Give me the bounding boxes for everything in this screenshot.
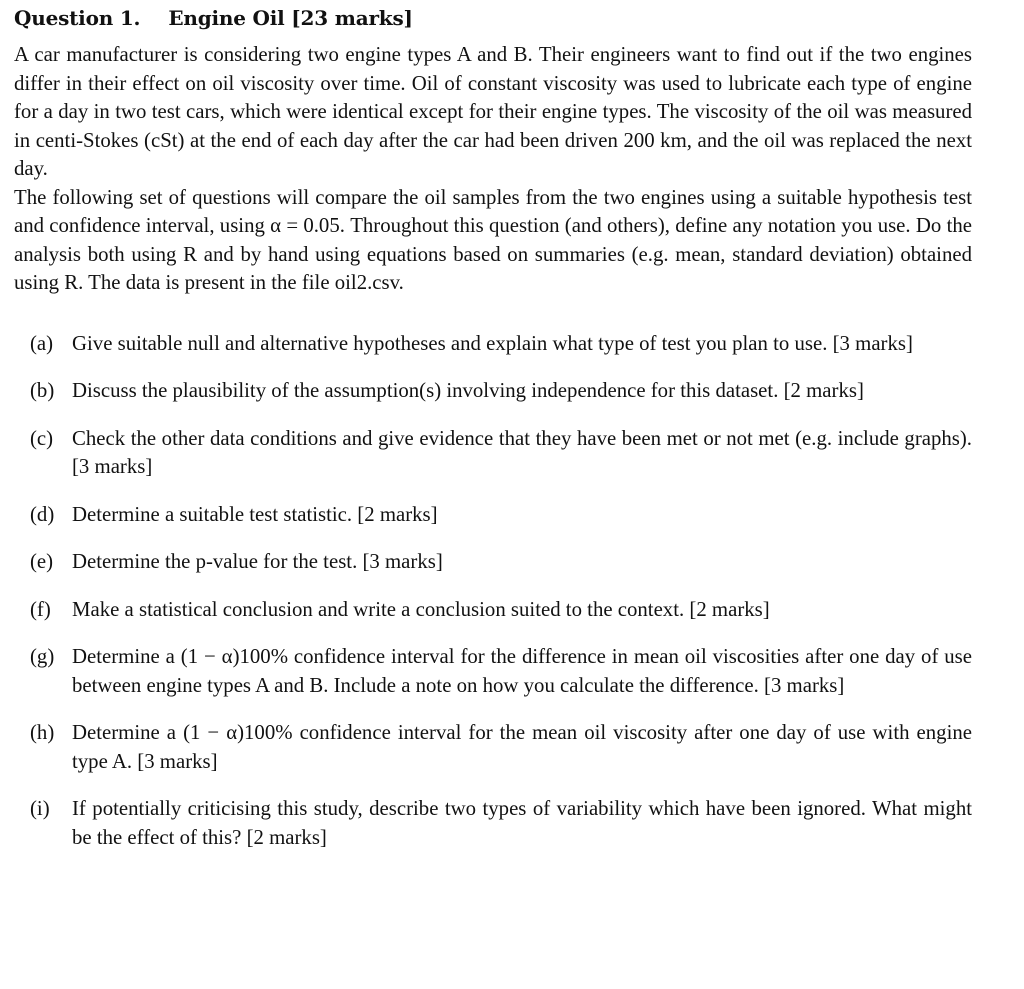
part-text: If potentially criticising this study, describe two types of variability which have been ignored. What might be the effect of this? [2 marks]: [72, 797, 972, 849]
part-text: Determine the p-value for the test. [3 marks]: [72, 550, 443, 573]
part-text: Determine a suitable test statistic. [2 marks]: [72, 502, 438, 526]
intro-paragraph-2: The following set of questions will compare the oil samples from the two engines using a suitable hypothesis test and confidence interval, using α = 0.05. Throughout this question (and others), define any notation you use. Do the analysis both using R and by hand using equations based on summaries (e.g. mean, standard deviation) obtained using R. The data is present in the file oil2.csv.: [14, 185, 972, 294]
question-part-g: [14, 643, 972, 700]
question-part-d: [14, 501, 972, 530]
question-number: Question 1.: [14, 6, 141, 30]
question-part-h: [14, 719, 972, 776]
part-label: (e): [30, 550, 54, 573]
question-part-e: [14, 548, 972, 577]
part-label: (d): [30, 502, 55, 526]
intro-paragraph-1: A car manufacturer is considering two engine types A and B. Their engineers want to find out if the two engines differ in their effect on oil viscosity over time. Oil of constant viscosity was used to lubricate each type of engine for a day in two test cars, which were identical except for their engine types. The viscosity of the oil was measured in centi-Stokes (cSt) at the end of each day after the car had been driven 200 km, and the oil was replaced the next day.: [14, 43, 972, 180]
question-intro: [14, 41, 972, 298]
part-text: Make a statistical conclusion and write a conclusion suited to the context. [2 marks]: [72, 597, 770, 621]
part-label: (a): [30, 331, 54, 355]
part-label: (i): [30, 797, 50, 820]
question-heading: [14, 8, 972, 28]
part-text: Give suitable null and alternative hypotheses and explain what type of test you plan to use. [3 marks]: [72, 331, 913, 355]
question-part-c: [14, 425, 972, 482]
part-text: Determine a (1 − α)100% confidence interval for the difference in mean oil viscosities after one day of use between engine types A and B. Include a note on how you calculate the difference. [3 marks]: [72, 645, 972, 697]
question-document: [14, 0, 972, 871]
question-part-f: [14, 596, 972, 625]
part-text: Check the other data conditions and give evidence that they have been met or not met (e.g. include graphs). [3 marks]: [72, 426, 972, 478]
question-part-i: [14, 795, 972, 852]
part-label: (f): [30, 597, 51, 621]
part-label: (h): [30, 721, 55, 744]
part-label: (b): [30, 379, 55, 402]
part-text: Discuss the plausibility of the assumption(s) involving independence for this dataset. [2 marks]: [72, 379, 864, 402]
part-label: (c): [30, 426, 54, 450]
question-parts-list: [14, 330, 972, 853]
question-part-a: [14, 330, 972, 359]
part-label: (g): [30, 645, 55, 668]
part-text: Determine a (1 − α)100% confidence interval for the mean oil viscosity after one day of use with engine type A. [3 marks]: [72, 721, 972, 773]
question-part-b: [14, 377, 972, 406]
question-title: Engine Oil [23 marks]: [168, 6, 413, 30]
